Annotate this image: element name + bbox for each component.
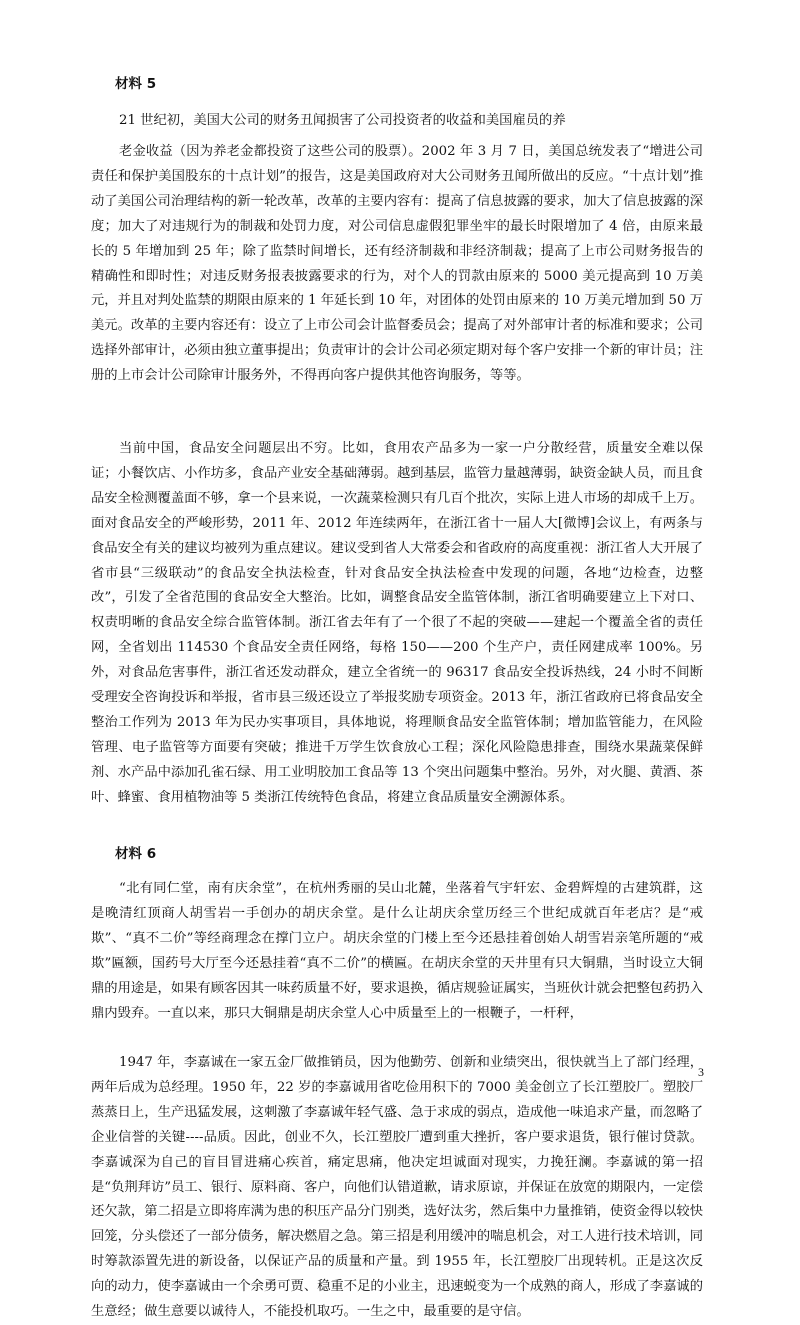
paragraph-5-food-safety: 当前中国，食品安全问题层出不穷。比如，食用农产品多为一家一户分散经营，质量安全难以保证；小餐饮店、小作坊多，食品产业安全基础薄弱。越到基层，监管力量越薄弱，缺资金缺人员，而且食品安全检测覆盖面不够，拿一个县来说，一次蔬菜检测只有几百个批次，实际上进人市场的却成千上万。面对食品安全的严峻形势，2011 年、2012 年连续两年，在浙江省十一届人大[微博]会议上，有两条与食品安全有关的建议均被列为重点建议。建议受到省人大常委会和省政府的高度重视：浙江省人大开展了省市县“三级联动”的食品安全执法检查，针对食品安全执法检查中发现的问题，各地“边检查，边整改”，引发了全省范围的食品安全大整治。比如，调整食品安全监管体制，浙江省明确要建立上下对口、权责明晰的食品安全综合监管体制。浙江省去年有了一个很了不起的突破——建起一个覆盖全省的责任网，全省划出 114530 个食品安全责任网络，每格 150——200 个生产户，责任网建成率 100%。另外，对食品危害事件，浙江省还发动群众，建立全省统一的 96317 食品安全投诉热线，24 小时不间断受理安全咨询投诉和举报，省市县三级还设立了举报奖励专项资金。2013 年，浙江省政府已将食品安全整治工作列为 2013 年为民办实事项目，具体地说，将理顺食品安全监管体制；增加监管能力，在风险管理、电子监管等方面要有突破；推进千万学生饮食放心工程；深化风险隐患排查，围绕水果蔬菜保鲜剂、水产品中添加孔雀石绿、用工业明胶加工食品等 13 个突出问题集中整治。另外，对火腿、黄酒、茶叶、蜂蜜、食用植物油等 5 类浙江传统特色食品，将建立食品质量安全溯源体系。 xyxy=(91,441,703,805)
paragraph-6-hu-qing-yu-tang: “北有同仁堂，南有庆余堂”，在杭州秀丽的吴山北麓，坐落着气宇轩宏、金碧辉煌的古建筑群，这是晚清红顶商人胡雪岩一手创办的胡庆余堂。是什么让胡庆余堂历经三个世纪成就百年老店？是“戒欺”、“真不二价”等经商理念在撑门立户。胡庆余堂的门楼上至今还悬挂着创始人胡雪岩亲笔所题的“戒欺”匾额，国药号大厅至今还悬挂着“真不二价”的横匾。在胡庆余堂的天井里有只大铜鼎，当时设立大铜鼎的用途是，如果有顾客因其一味药质量不好，要求退换，循店规验证属实，当班伙计就会把整包药扔入鼎内毁弃。一直以来，那只大铜鼎是胡庆余堂人心中质量至上的一根鞭子，一杆秤， xyxy=(91,881,703,1021)
paragraph-5-us-reform: 老金收益（因为养老金都投资了这些公司的股票）。2002 年 3 月 7 日，美国总统发表了“增进公司责任和保护美国股东的十点计划”的报告，这是美国政府对大公司财务丑闻所做出的反应。“十点计划”推动了美国公司治理结构的新一轮改革，改革的主要内容有：提高了信息披露的要求，加大了信息披露的深度；加大了对违规行为的制裁和处罚力度，对公司信息虚假犯罪坐牢的最长时限增加了 4 倍，由原来最长的 5 年增加到 25 年；除了监禁时间增长，还有经济制裁和非经济制裁；提高了上市公司财务报告的精确性和即时性；对违反财务报表披露要求的行为，对个人的罚款由原来的 5000 美元提高到 10 万美元，并且对判处监禁的期限由原来的 1 年延长到 10 年，对团体的处罚由原来的 10 万美元增加到 50 万美元。改革的主要内容还有：设立了上市公司会计监督委员会；提高了对外部审计者的标准和要求；公司选择外部审计，必须由独立董事提出；负责审计的会计公司必须定期对每个客户安排一个新的审计员；注册的上市会计公司除审计服务外，不得再向客户提供其他咨询服务，等等。 xyxy=(91,144,703,384)
section-heading-5: 材料 5 xyxy=(115,76,157,92)
paragraph-5-intro: 21 世纪初，美国大公司的财务丑闻损害了公司投资者的收益和美国雇员的养 xyxy=(119,113,566,128)
paragraph-6-li-ka-shing: 1947 年，李嘉诚在一家五金厂做推销员，因为他勤劳、创新和业绩突出，很快就当上了部门经理，两年后成为总经理。1950 年，22 岁的李嘉诚用省吃俭用积下的 7000 美金创立了长江塑胶厂。塑胶厂蒸蒸日上，生产迅猛发展，这刺激了李嘉诚年轻气盛、急于求成的弱点，造成他一味追求产量，而忽略了企业信誉的关键----品质。因此，创业不久，长江塑胶厂遭到重大挫折，客户要求退货，银行催讨贷款。李嘉诚深为自己的盲目冒进痛心疾首，痛定思痛，他决定坦诚面对现实，力挽狂澜。李嘉诚的第一招是“负荆拜访”员工、银行、原料商、客户，向他们认错道歉，请求原谅，并保证在放宽的期限内，一定偿还欠款，第二招是立即将库满为患的积压产品分门别类，选好汰劣，然后集中力量推销，使资金得以较快回笼，分头偿还了一部分债务，解决燃眉之急。第三招是利用缓冲的喘息机会，对工人进行技术培训，同时筹款添置先进的新设备，以保证产品的质量和产量。到 1955 年，长江塑胶厂出现转机。正是这次反向的动力，使李嘉诚由一个余勇可贾、稳重不足的小业主，迅速蜕变为一个成熟的商人，形成了李嘉诚的生意经；做生意要以诚待人，不能投机取巧。一生之中，最重要的是守信。 xyxy=(91,1055,703,1320)
section-heading-6: 材料 6 xyxy=(115,846,157,862)
page-number: 3 xyxy=(698,1065,704,1079)
